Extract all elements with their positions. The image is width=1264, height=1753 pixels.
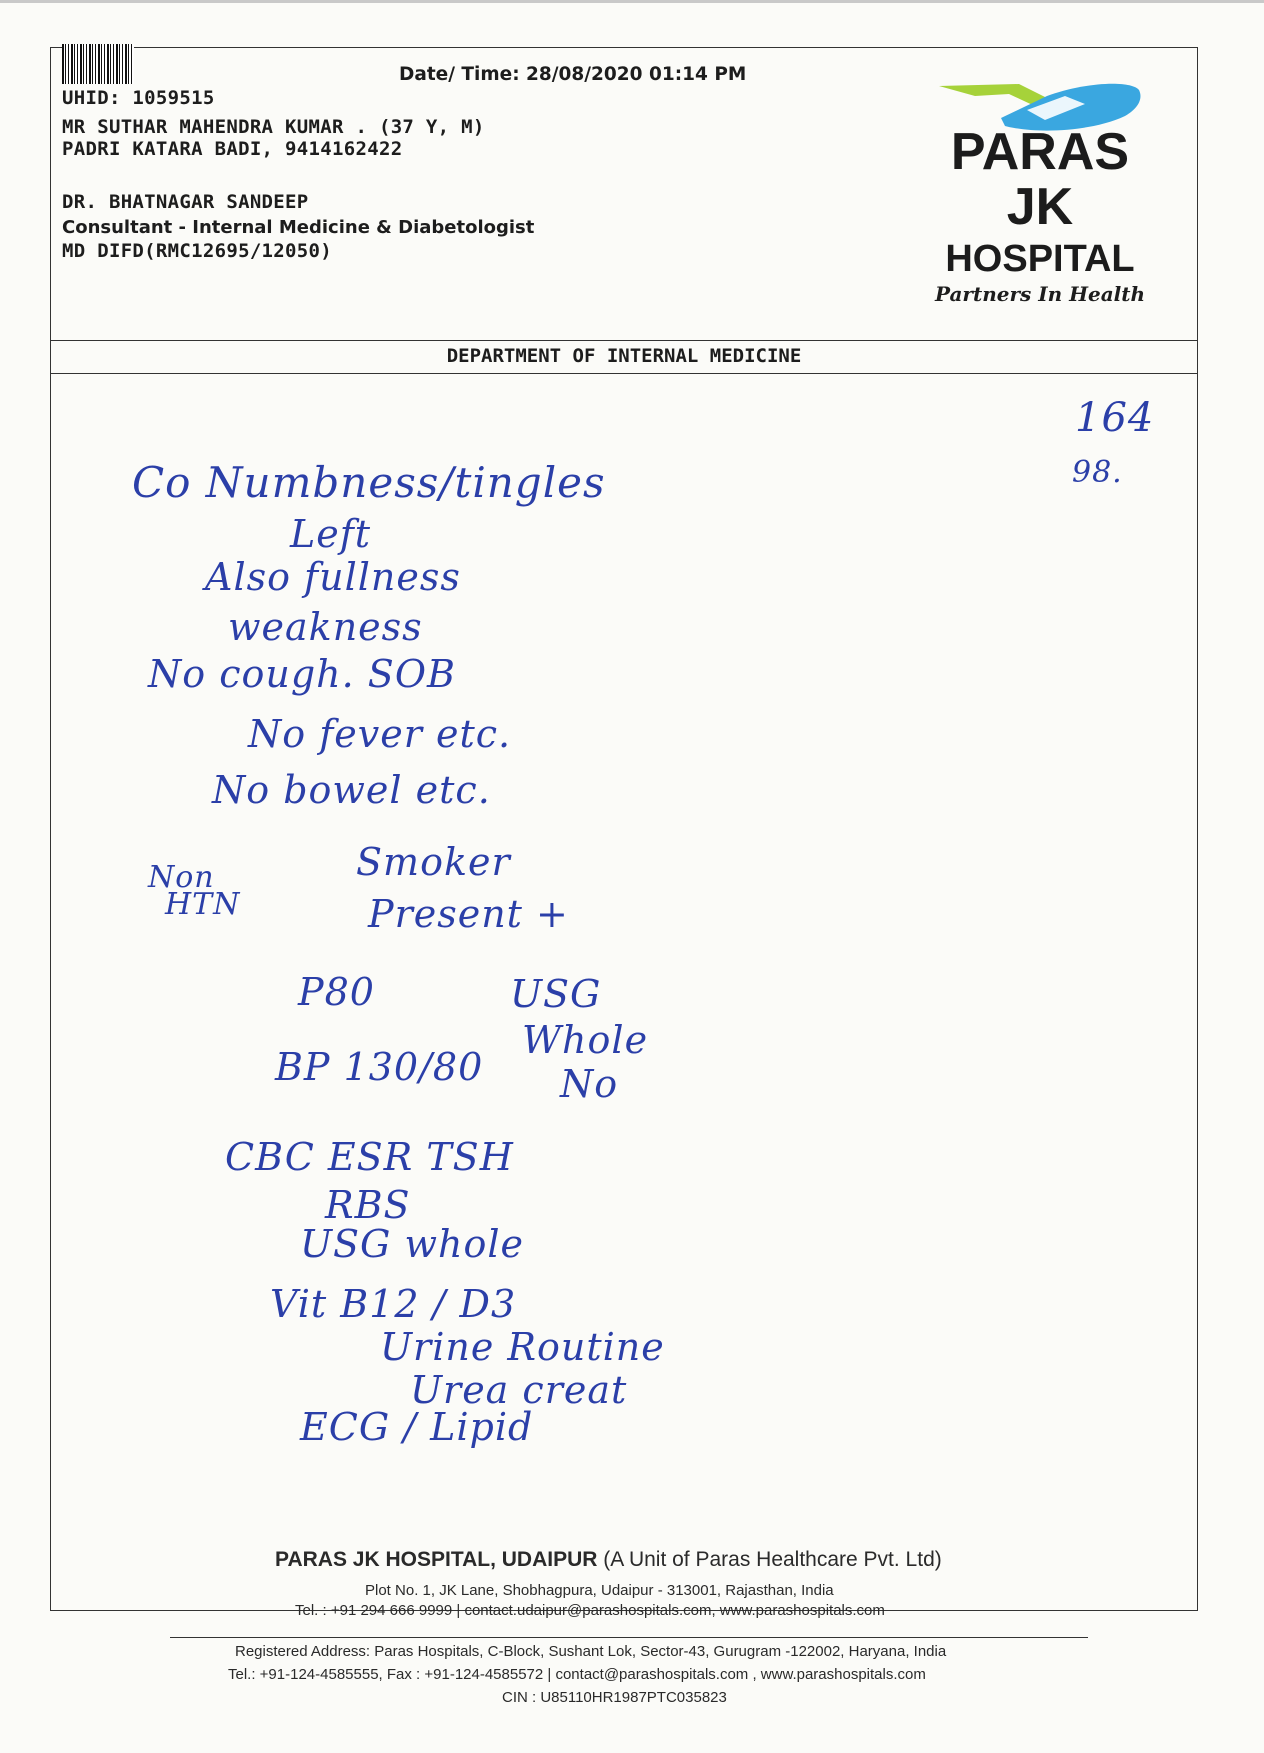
handwritten-line: Smoker (356, 840, 511, 884)
handwritten-line: Also fullness (205, 555, 461, 599)
handwritten-line: P80 (298, 970, 375, 1014)
handwritten-line: No (560, 1062, 619, 1106)
handwritten-line: Urine Routine (380, 1325, 665, 1369)
footer-hospital-name (275, 1548, 942, 1572)
logo-text-paras: PARAS (950, 123, 1130, 181)
scan-top-edge (0, 0, 1264, 3)
header-divider-bottom (50, 373, 1198, 374)
handwritten-line: USG (510, 972, 602, 1016)
handwritten-line: BP 130/80 (275, 1045, 484, 1089)
department-title: DEPARTMENT OF INTERNAL MEDICINE (446, 345, 802, 367)
handwritten-line: Vit B12 / D3 (270, 1282, 517, 1326)
handwritten-line: Non (148, 860, 215, 895)
handwritten-corner-note: 164 (1075, 395, 1155, 441)
footer-hospital-unit: (A Unit of Paras Healthcare Pvt. Ltd) (603, 1548, 942, 1571)
logo-tagline: Partners In Health (934, 282, 1146, 306)
handwritten-line: weakness (228, 605, 423, 649)
date-time: Date/ Time: 28/08/2020 01:14 PM (399, 64, 747, 85)
footer-contact: Tel. : +91 294 666 9999 | contact.udaipur@parashospitals.com, www.parashospitals.com (295, 1602, 885, 1619)
patient-address: PADRI KATARA BADI, 9414162422 (62, 138, 403, 160)
handwritten-line: No fever etc. (248, 712, 512, 756)
doctor-title: Consultant - Internal Medicine & Diabetologist (62, 217, 535, 238)
handwritten-line: Whole (522, 1018, 649, 1062)
handwritten-line: Present + (368, 892, 569, 936)
handwritten-line: CBC ESR TSH (225, 1135, 514, 1179)
logo-text-hospital: HOSPITAL (945, 238, 1135, 280)
doctor-qualification: MD DIFD(RMC12695/12050) (62, 240, 332, 262)
handwritten-line: Urea creat (410, 1368, 628, 1412)
handwritten-corner-note: 98. (1072, 455, 1123, 490)
header-divider-top (50, 340, 1198, 341)
doctor-name: DR. BHATNAGAR SANDEEP (62, 191, 309, 213)
footer-registered-address: Registered Address: Paras Hospitals, C-Block, Sushant Lok, Sector-43, Gurugram -122002, Haryana, India (235, 1643, 947, 1660)
footer-tel-fax: Tel.: +91-124-4585555, Fax : +91-124-4585572 | contact@parashospitals.com , www.parashospitals.com (228, 1666, 926, 1683)
patient-name: MR SUTHAR MAHENDRA KUMAR . (37 Y, M) (62, 116, 485, 138)
footer-hospital-bold: PARAS JK HOSPITAL, UDAIPUR (275, 1548, 598, 1571)
footer-cin: CIN : U85110HR1987PTC035823 (502, 1689, 727, 1706)
footer-address: Plot No. 1, JK Lane, Shobhagpura, Udaipur - 313001, Rajasthan, India (365, 1582, 834, 1599)
handwritten-line: Co Numbness/tingles (132, 458, 606, 507)
handwritten-line: No cough. SOB (148, 652, 456, 696)
logo-text-jk: JK (1006, 178, 1074, 236)
handwritten-line: Left (290, 512, 372, 556)
handwritten-line: No bowel etc. (212, 768, 491, 812)
uhid: UHID: 1059515 (62, 87, 215, 109)
footer-divider (170, 1637, 1088, 1638)
barcode-icon (62, 44, 134, 84)
handwritten-line: RBS (325, 1183, 411, 1227)
handwritten-line: HTN (165, 887, 241, 922)
handwritten-line: USG whole (300, 1222, 525, 1266)
handwritten-line: ECG / Lipid (300, 1405, 534, 1449)
